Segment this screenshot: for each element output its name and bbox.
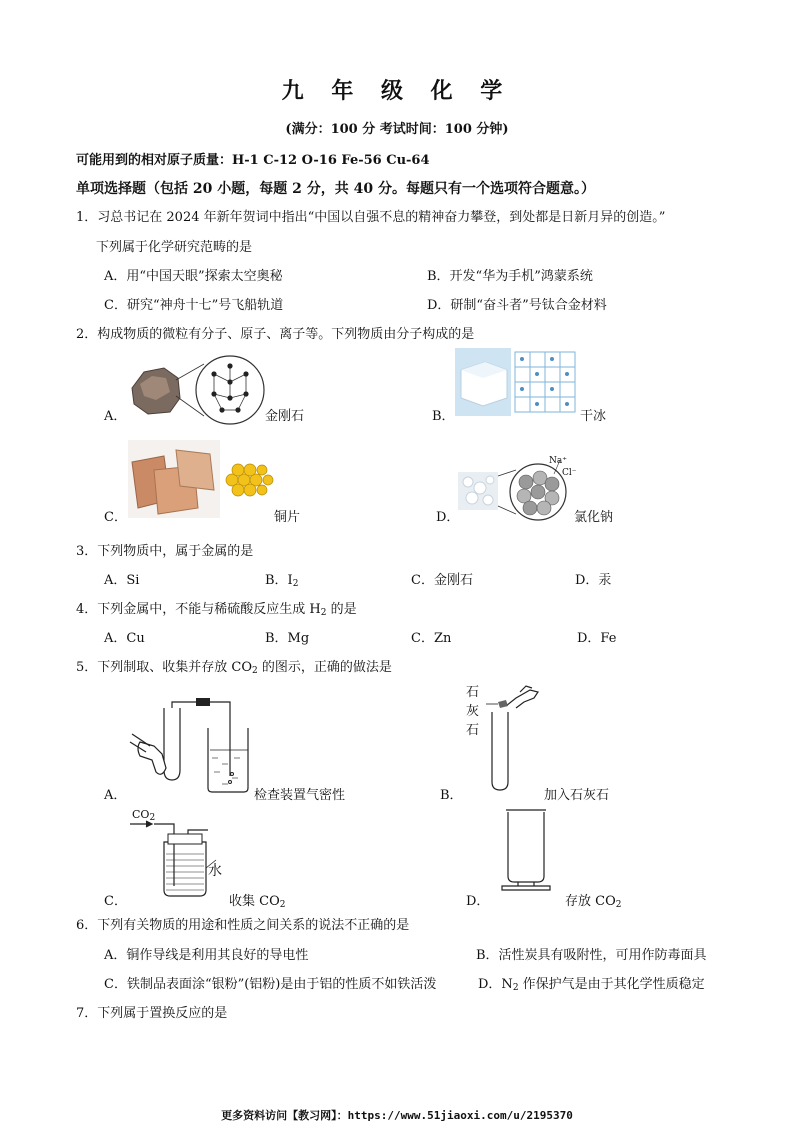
q6-option-d: D．$N_2$ 作保护气是由于其化学性质稳定: [478, 977, 705, 993]
q5-option-d-letter: D．: [466, 894, 490, 909]
add-limestone-diagram: [486, 684, 546, 796]
q2-option-a-letter: A．: [104, 409, 127, 424]
q2-option-b-letter: B．: [432, 409, 455, 424]
q3-option-a: A．Si: [104, 573, 140, 588]
q4-option-d: D．Fe: [577, 631, 617, 646]
q1-option-d: D．研制“奋斗者”号钛合金材料: [427, 298, 607, 313]
store-co2-diagram: [494, 804, 558, 896]
q6-option-c: C．铁制品表面涂“银粉”(铝粉)是由于铝的性质不如铁活泼: [104, 977, 437, 992]
q6-option-b: B．活性炭具有吸附性，可用作防毒面具: [476, 948, 707, 963]
q5-option-c-letter: C．: [104, 894, 127, 909]
q2-stem: 2．构成物质的微粒有分子、原子、离子等。下列物质由分子构成的是: [76, 327, 475, 342]
q3-option-b: B．$I_2$: [265, 573, 299, 589]
q3-option-d: D．汞: [575, 573, 612, 588]
q2-option-d-letter: D．: [436, 510, 460, 525]
page-title: 九 年 级 化 学: [281, 78, 513, 104]
diamond-image: [126, 350, 266, 430]
section-heading: 单项选择题（包括 20 小题，每题 2 分，共 40 分。每题只有一个选项符合题意。）: [76, 181, 595, 197]
collect-co2-diagram: [128, 820, 218, 900]
q4-option-a: A．Cu: [104, 631, 145, 646]
na-ion-label: Na⁺: [549, 456, 567, 466]
q1-option-b: B．开发“华为手机”鸿蒙系统: [427, 269, 593, 284]
q1-option-a: A．用“中国天眼”探索太空奥秘: [104, 269, 283, 284]
q1-stem-line1: 1．习总书记在 2024 年新年贺词中指出“中国以自强不息的精神奋力攀登，到处都是日新月异的创造。”: [76, 210, 666, 225]
q6-option-a: A．铜作导线是利用其良好的导电性: [104, 948, 309, 963]
copper-sheets-image: [128, 440, 274, 520]
q3-option-c: C．金刚石: [411, 573, 473, 588]
water-label: 水: [208, 863, 222, 879]
q2-option-c-label: 铜片: [274, 510, 301, 525]
q3-stem: 3．下列物质中，属于金属的是: [76, 544, 254, 559]
q2-option-b-label: 干冰: [580, 409, 607, 424]
limestone-side-label: 石 灰 石: [466, 685, 480, 738]
q5-stem: 5．下列制取、收集并存放 $CO_2$ 的图示，正确的做法是: [76, 660, 392, 676]
atomic-masses: 可能用到的相对原子质量：H-1 C-12 O-16 Fe-56 Cu-64: [76, 153, 430, 168]
exam-info: (满分：100 分 考试时间：100 分钟): [285, 122, 509, 137]
q5-option-b-label: 加入石灰石: [544, 788, 610, 803]
dry-ice-image: [455, 348, 579, 418]
q6-stem: 6．下列有关物质的用途和性质之间关系的说法不正确的是: [76, 918, 410, 933]
q1-stem-line2: 下列属于化学研究范畴的是: [96, 240, 253, 255]
q5-option-a-letter: A．: [104, 788, 127, 803]
q2-option-d-label: 氯化钠: [574, 510, 614, 525]
co2-gas-label: $CO_2$: [132, 808, 156, 823]
q7-stem: 7．下列属于置换反应的是: [76, 1006, 228, 1021]
cl-ion-label: Cl⁻: [562, 468, 577, 478]
q5-option-c-label: 收集 $CO_2$: [229, 894, 286, 910]
q4-stem: 4．下列金属中，不能与稀硫酸反应生成 $H_2$ 的是: [76, 602, 357, 618]
footer-link[interactable]: 更多资料访问【教习网】：https://www.51jiaoxi.com/u/2195370: [221, 1109, 573, 1122]
q5-option-d-label: 存放 $CO_2$: [565, 894, 622, 910]
q4-option-c: C．Zn: [411, 631, 452, 646]
q2-option-c-letter: C．: [104, 510, 127, 525]
q5-option-b-letter: B．: [440, 788, 463, 803]
airtightness-check-diagram: [126, 698, 252, 798]
q2-option-a-label: 金刚石: [265, 409, 305, 424]
q5-option-a-label: 检查装置气密性: [254, 788, 346, 803]
q4-option-b: B．Mg: [265, 631, 310, 646]
q1-option-c: C．研究“神舟十七”号飞船轨道: [104, 298, 284, 313]
